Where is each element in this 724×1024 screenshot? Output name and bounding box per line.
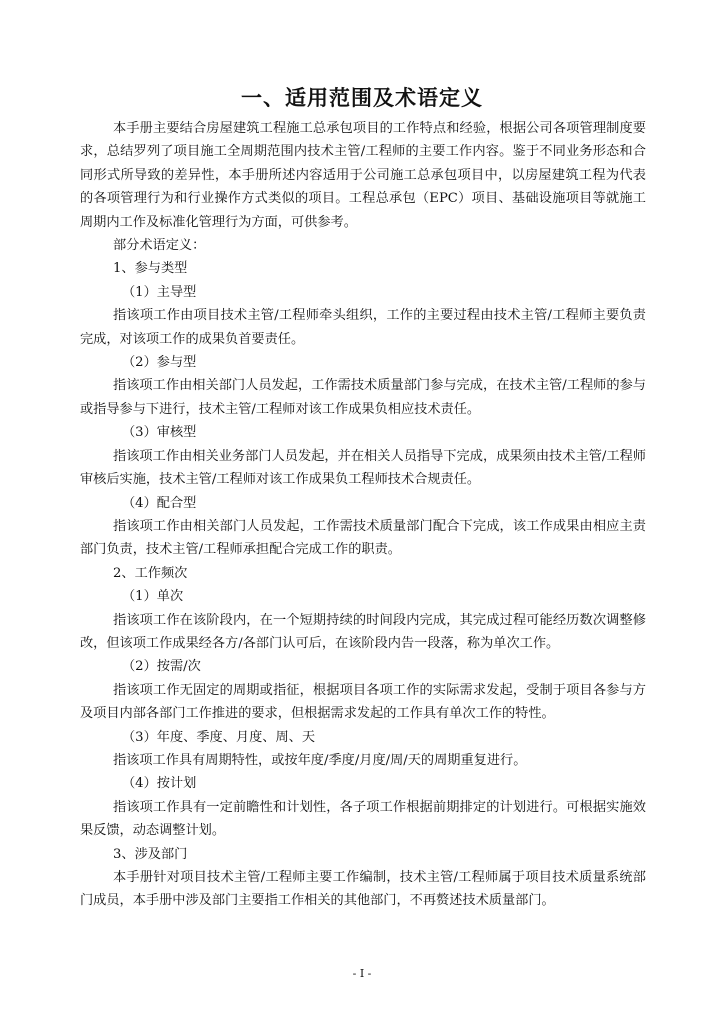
- heading-work-frequency: 2、工作频次: [113, 565, 188, 581]
- definition-departments: 本手册针对项目技术主管/工程师主要工作编制，技术主管/工程师属于项目技术质量系统部门成员，本手册中涉及部门主要指工作相关的其他部门，不再赘述技术质量部门。: [80, 870, 646, 909]
- subheading-planned: （4）按计划: [122, 776, 197, 792]
- definition-cooperating: 指该项工作由相关部门人员发起，工作需技术质量部门配合下完成，该工作成果由相应主责部门负责，技术主管/工程师承担配合完成工作的职责。: [80, 518, 646, 558]
- subheading-reviewing: （3）审核型: [122, 425, 197, 441]
- definition-on-demand: 指该项工作无固定的周期或指征，根据项目各项工作的实际需求发起，受制于项目各参与方及项目内部各部门工作推进的要求，但根据需求发起的工作具有单次工作的特性。: [80, 682, 646, 722]
- page-number: - I -: [352, 967, 372, 980]
- definition-leading: 指该项工作由项目技术主管/工程师牵头组织，工作的主要过程由技术主管/工程师主要负责完成，对该项工作的成果负首要责任。: [80, 308, 646, 347]
- subheading-cooperating: （4）配合型: [122, 495, 197, 511]
- subheading-single: （1）单次: [122, 589, 184, 605]
- subheading-participating: （2）参与型: [122, 355, 197, 371]
- definition-participating: 指该项工作由相关部门人员发起，工作需技术质量部门参与完成，在技术主管/工程师的参与或指导参与下进行，技术主管/工程师对该工作成果负相应技术责任。: [80, 378, 646, 417]
- heading-participation-type: 1、参与类型: [113, 261, 188, 277]
- subheading-on-demand: （2）按需/次: [122, 659, 201, 675]
- definition-single: 指该项工作在该阶段内，在一个短期持续的时间段内完成，其完成过程可能经历数次调整修改，但该项工作成果经各方/各部门认可后，在该阶段内告一段落，称为单次工作。: [80, 612, 646, 651]
- intro-paragraph: 本手册主要结合房屋建筑工程施工总承包项目的工作特点和经验，根据公司各项管理制度要求，总结罗列了项目施工全周期范围内技术主管/工程师的主要工作内容。鉴于不同业务形态和合同形式所导致的差异性，本手册所述内容适用于公司施工总承包项目中，以房屋建筑工程为代表的各项管理行为和行业操作方式类似的项目。工程总承包（EPC）项目、基础设施项目等就施工周期内工作及标准化管理行为方面，可供参考。: [80, 121, 646, 230]
- body-text: [80, 117, 646, 913]
- definition-planned: 指该项工作具有一定前瞻性和计划性，各子项工作根据前期排定的计划进行。可根据实施效果反馈，动态调整计划。: [80, 799, 646, 839]
- definition-reviewing: 指该项工作由相关业务部门人员发起，并在相关人员指导下完成，成果须由技术主管/工程师审核后实施，技术主管/工程师对该工作成果负工程师技术合规责任。: [80, 448, 646, 488]
- section-title: 一、适用范围及术语定义: [241, 86, 483, 110]
- definition-periodic: 指该项工作具有周期特性，或按年度/季度/月度/周/天的周期重复进行。: [113, 752, 527, 768]
- terms-heading: 部分术语定义：: [113, 238, 206, 254]
- subheading-leading: （1）主导型: [122, 284, 197, 300]
- heading-departments: 3、涉及部门: [113, 846, 188, 862]
- subheading-periodic: （3）年度、季度、月度、周、天: [122, 729, 316, 745]
